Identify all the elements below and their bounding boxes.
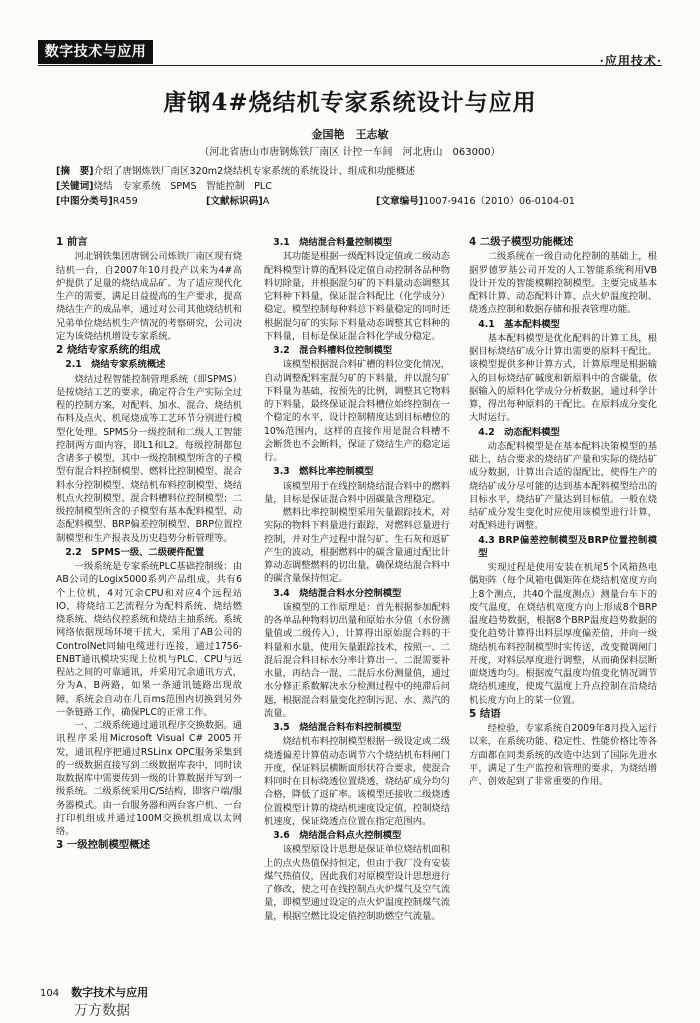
subsection-heading: 3.2 混合料槽料位控制模型: [273, 345, 393, 356]
paragraph: 一、二级系统通过通讯程序交换数据。通讯程序采用Microsoft Visual C# 2005开发，通讯程序把通过RSLinx OPC服务采集到的一级数据直接写到二级数据库表中，同时读取数据库中需要传到一级的计算数据并写到一级系统。二级系统采用C/S结构，即客户端/服务器模式。由一台服务器和两台客户机、一台打印机组成并通过100M交换机组成以太网络。: [56, 720, 242, 837]
id-label: [文章编号]: [376, 196, 424, 207]
paragraph: 燃料比率控制模型采用矢量跟踪技术，对实际的物料下料量进行跟踪，对燃料总量进行控制，并对生产过程中混匀矿、生石灰和返矿产生的波动，根据燃料中的碳含量通过配比计算动态调整燃料的切出量，确保烧结混合料中的碳含量保持恒定。: [264, 507, 450, 585]
paragraph: 该模型原设计思想是保证单位烧结机面积上的点火热值保持恒定，但由于我厂没有安装煤气热值仪，因此我们对原模型设计思想进行了修改，使之可在线控制点火炉煤气及空气流量，即模型通过设定的点火炉温度控制煤气流量，根据空燃比设定值控制助燃空气流量。: [264, 844, 450, 922]
paragraph: 该模型根据混合料矿槽的料位变化情况，自动调整配料室混匀矿的下料量，并以混匀矿下料量为基础，按预先的比例，调整其它物料的下料量，最终保证混合料槽位始终控制在一个稳定的水平，设计控制精度达到目标槽位的10%范围内，这样的直接作用是混合料槽不会断货也不会断料，保证了烧结生产的稳定运行。: [264, 359, 450, 463]
paragraph: 该模型用于在线控制烧结混合料中的燃料量，目标是保证混合料中固碳量含理稳定。: [264, 480, 450, 505]
section-heading: 1 前言: [56, 236, 88, 248]
subsection-heading: 4.3 BRP偏差控制模型及BRP位置控制模型: [478, 534, 657, 559]
section-heading: 3 一级控制模型概述: [56, 839, 150, 852]
article-authors: 金国艳 王志敏: [311, 128, 389, 141]
subsection-heading: 4.2 动态配料模型: [478, 426, 560, 438]
abstract-text: 介绍了唐钢炼铁厂南区320m2烧结机专家系统的系统设计、组成和功能概述: [93, 166, 416, 177]
paragraph: 烧结机布料控制模型根据一级设定或二级烧透偏差计算值动态调节六个烧结机布料闸门开度，保证料层横断面形状符合要求，使混合料同时在目标烧透位置烧透，烧结矿成分均匀合格，降低了返矿率。该模型还接收二级烧透位置模型计算的烧结机速度设定值，控制烧结机速度，保证烧透点位置在指定范围内。: [264, 736, 450, 827]
keywords-line: [56, 179, 656, 194]
clc-label: [中图分类号]: [56, 196, 113, 207]
paragraph: 实现过程是使用安装在机尾5个风箱热电偶矩阵（每个风箱电偶矩阵在烧结机宽度方向上8个测点，共40个温度测点）测量台车下的废气温度，在烧结机宽度方向上形成8个BRP温度趋势数据，根据8个BRP温度趋势数据的变化趋势计算得出料层厚度偏差值，并向一级烧结机布料控制模型时实传送，改变微调闸门开度，对料层厚度进行调整，从而确保料层断面烧透均匀。根据废气温度均值变化情况调节烧结机速度，使废气温度上升点控制在沿烧结机长度方向上的某一位置。: [469, 562, 657, 706]
id-value: 1007-9416（2010）06-0104-01: [423, 196, 575, 207]
paragraph: 动态配料模型是在基本配料决策模型的基础上，结合要求的烧结矿产量和实际的烧结矿成分数据，计算出合适的湿配比，使得生产的烧结矿成分尽可能的达到基本配料模型给出的目标水平，烧结矿产量达到目标值。一般在烧结矿成分发生变化时应使用该模型进行计算，对配料进行调整。: [469, 440, 657, 532]
page-footer: [40, 984, 148, 1000]
paragraph: 基本配料模型是优化配料的计算工具，根据目标烧结矿成分计算出需要的原料干配比。该模型提供多种计算方式，计算原理是根据输入的目标烧结矿碱度和新原料中的含碳量，依据输入的原料化学成分分析数据，通过科学计算，得出每种原料的干配比。在原料成分变化大时运行。: [469, 332, 657, 424]
footer-journal: 数字技术与应用: [71, 986, 149, 999]
keywords-text: 烧结 专家系统 SPMS 智能控制 PLC: [93, 181, 272, 192]
subsection-heading: 3.5 烧结混合料布料控制模型: [273, 722, 402, 733]
column-tag: ·应用技术·: [599, 54, 662, 68]
watermark: 万方数据: [74, 1003, 130, 1019]
clc-value: R459: [112, 196, 138, 207]
abstract-line: [56, 164, 656, 179]
subsection-heading: 3.3 燃料比率控制模型: [273, 466, 374, 478]
paragraph: 二级系统在一级自动化控制的基础上，根据罗德罗基公司开发的人工智能系统利用VB设计开发的智能模糊控制模型。主要完成基本配料计算、动态配料计算、点火炉温度控制、烧透点控制和数据存储和报表管理功能。: [469, 251, 657, 316]
column-right: [469, 235, 657, 975]
doc-code: [206, 194, 269, 209]
paragraph: 河北钢铁集团唐钢公司炼铁厂南区现有烧结机一台，自2007年10月投产以来为4#高炉提供了足量的烧结成品矿。为了适应现代化生产的需要，满足日益提高的生产要求，提高烧结生产的成品率，通过对公司其他烧结机和兄弟单位烧结机生产情况的考察研究，公司决定为该烧结机增设专家系统。: [56, 251, 242, 342]
section-heading: 2 烧结专家系统的组成: [56, 344, 161, 356]
paragraph: 其功能是根据一级配料设定值或二级动态配料模型计算的配料设定值自动控制各品种物料切除量，并根据混匀矿的下料量动态调整其它料种下料量，保证混合料配比（化学成分）稳定。模型控制每种料总下料量稳定的同时还根据混匀矿的实际下料量动态调整其它料种的下料量，目标是保证混合料化学成分稳定。: [264, 251, 450, 342]
subsection-heading: 4.1 基本配料模型: [478, 318, 560, 330]
paragraph: 烧结过程智能控制管理系统（即SPMS）是按烧结工艺的要求，确定符合生产实际全过程的控制方案，对配料、加水、混合、烧结机布料及点火、机尾烧成等工艺环节分别进行模型化处理。SPMS分一级控制和二级人工智能控制两方面内容，即L1和L2。每级控制都包含诸多子模型，其中一级控制模型所含的子模型有混合料控制模型、燃料比控制模型、混合料水分控制模型、烧结机布料控制模型、烧结机点火控制模型、混合料槽料位控制模型；二级控制模型所含的子模型有基本配料模型、动态配料模型、BRP偏差控制模型、BRP位置控制模型和生产报表及历史趋势分析管理等。: [56, 373, 242, 544]
classification-line: [56, 194, 656, 209]
page-number: 104: [40, 988, 60, 999]
abstract-label: [摘 要]: [56, 166, 94, 177]
paragraph: 该模型的工作原理是：首先根据参加配料的各单品种物料切出量和原始水分值（水份测量值或二级传入），计算得出原始混合料的干料量和水量，使用矢量跟踪技术，按照一、二混后混合料目标水分率计算出一、二混需要补水量，再结合一混、二混后水份测量值，通过水分修正系数解决水分检测过程中的纯滞后问题，根据混合料量变化控制污泥、水、蒸汽的流量。: [264, 601, 450, 719]
subsection-heading: 3.6 烧结混合料点火控制模型: [273, 830, 402, 841]
column-left: [56, 235, 242, 975]
journal-banner: 数字技术与应用: [38, 40, 153, 64]
doc-label: [文献标识码]: [206, 196, 263, 207]
paragraph: 经检验，专家系统自2009年8月投入运行以来，在系统功能、稳定性、性能价格比等各方面都在同类系统的改造中达到了国际先进水平，满足了生产监控和管理的要求，为烧结增产、创效起到了非常重要的作用。: [469, 723, 657, 787]
keywords-label: [关键词]: [56, 181, 94, 192]
subsection-heading: 3.1 烧结混合料量控制模型: [273, 237, 393, 248]
article-title: 唐钢4#烧结机专家系统设计与应用: [163, 89, 537, 116]
article-affiliation: （河北省唐山市唐钢炼铁厂南区 计控一车间 河北唐山 063000）: [199, 147, 501, 158]
subsection-heading: 2.2 SPMS一级、二级硬件配置: [65, 546, 205, 558]
column-middle: [264, 235, 450, 975]
subsection-heading: 3.4 烧结混合料水分控制模型: [273, 587, 402, 599]
section-heading: 5 结语: [469, 707, 501, 720]
header-rule: [38, 65, 662, 66]
subsection-heading: 2.1 烧结专家系统概述: [65, 359, 166, 371]
section-heading: 4 二级子模型功能概述: [469, 236, 574, 248]
article-id: [376, 194, 575, 209]
doc-value: A: [262, 196, 270, 207]
paragraph: 一级系统是专家系统PLC基础控制级：由AB公司的Logix5000系列产品组成，共有6个上位机，4对冗余CPU和对应4个远程站IO，将烧结工艺流程分为配料系统、烧结燃烧系统、烧结仪控系统和烧结主抽系统。系统网络依据现场环境干扰大，采用了AB公司的ControlNet同轴电缆进行连接，通过1756-ENBT通讯模块实现上位机与PLC、CPU与远程站之间的可靠通讯，并采用冗余通讯方式，分为A、B两路，如果一条通讯链路出现故障，系统会自动在几百ms范围内切换到另外一条链路工作，确保PLC的正常工作。: [56, 561, 242, 718]
